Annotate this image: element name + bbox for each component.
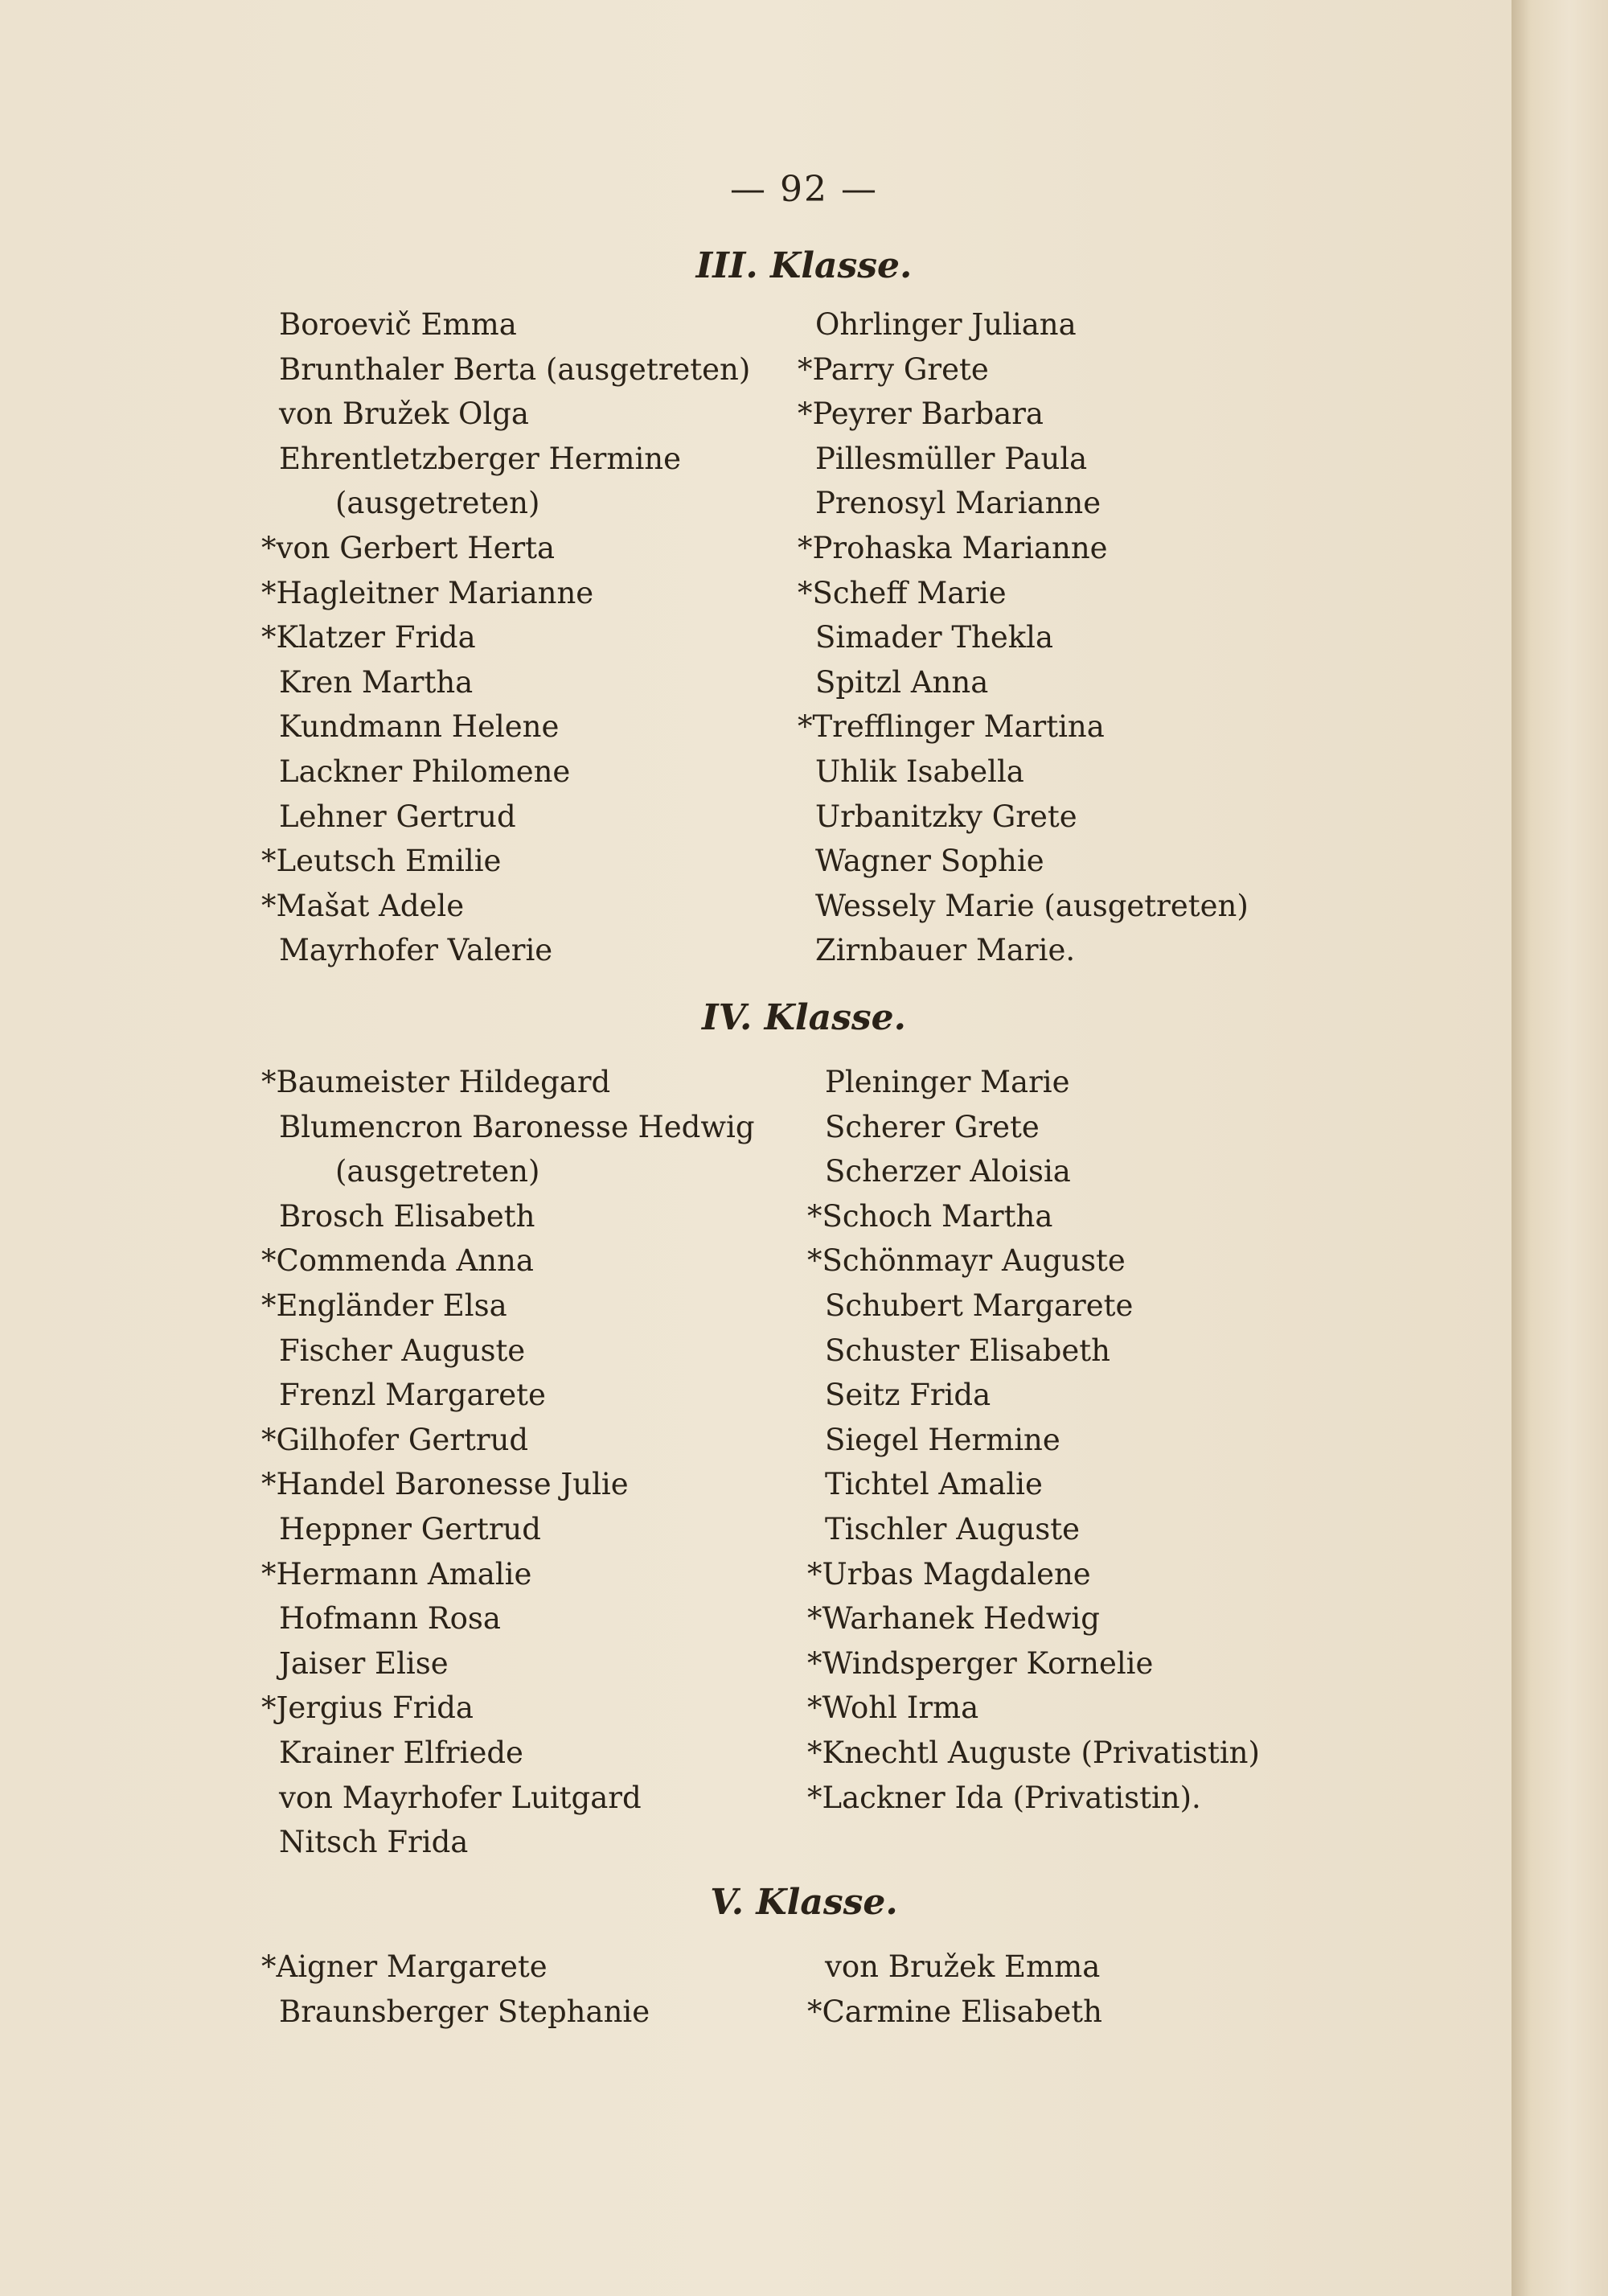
list-item: *Peyrer Barbara [798,396,1044,432]
list-item: *von Gerbert Herta [261,530,556,565]
list-item: Uhlik Isabella [815,754,1024,789]
list-item: von Bružek Emma [825,1949,1101,1984]
class-iv-right-column [807,1060,1260,1820]
list-item: *Jergius Frida [261,1690,474,1726]
list-item: Hofmann Rosa [279,1601,501,1637]
list-item: Schubert Margarete [825,1288,1134,1323]
list-item: Scherzer Aloisia [825,1154,1071,1189]
list-item: *Lackner Ida (Privatistin). [807,1780,1201,1815]
list-item: *Baumeister Hildegard [261,1065,611,1099]
list-item: *Handel Baronesse Julie [261,1467,629,1502]
class-iv-left-column [261,1060,755,1865]
list-item: Tichtel Amalie [825,1467,1043,1502]
list-item: Lehner Gertrud [279,799,516,834]
list-item: *Leutsch Emilie [261,844,502,879]
list-item: *Parry Grete [798,351,989,387]
list-item: *Warhanek Hedwig [807,1601,1100,1637]
list-item: *Hermann Amalie [261,1556,532,1592]
list-item: (ausgetreten) [335,1154,540,1189]
section-heading-iii: III. Klasse. [695,245,913,286]
class-iii-left-column [261,302,750,973]
list-item: *Gilhofer Gertrud [261,1422,529,1457]
list-item: *Prohaska Marianne [798,530,1108,565]
list-item: Ehrentletzberger Hermine [279,441,682,476]
list-item: Schuster Elisabeth [825,1333,1110,1368]
list-item: *Scheff Marie [798,575,1007,610]
list-item: *Windsperger Kornelie [807,1645,1154,1681]
list-item: *Trefflinger Martina [798,709,1105,745]
list-item: *Schoch Martha [807,1198,1053,1234]
list-item: von Mayrhofer Luitgard [279,1780,642,1815]
list-item: Braunsberger Stephanie [279,1994,650,2029]
list-item: *Urbas Magdalene [807,1556,1091,1592]
section-heading-v: V. Klasse. [710,1882,898,1923]
list-item: Kren Martha [279,664,474,700]
list-item: *Schönmayr Auguste [807,1243,1126,1279]
list-item: von Bružek Olga [279,396,529,432]
list-item: Prenosyl Marianne [815,486,1101,521]
list-item: Kundmann Helene [279,709,560,745]
list-item: Fischer Auguste [279,1333,526,1368]
list-item: Krainer Elfriede [279,1735,523,1770]
class-v-left-column [261,1945,650,2034]
list-item: *Aigner Margarete [261,1949,548,1984]
list-item: *Commenda Anna [261,1243,534,1279]
list-item: Lackner Philomene [279,754,571,789]
list-item: Spitzl Anna [815,664,989,700]
page-gutter [1512,0,1608,2296]
list-item: Siegel Hermine [825,1422,1060,1457]
section-heading-iv: IV. Klasse. [702,997,906,1038]
list-item: Seitz Frida [825,1378,991,1413]
class-iii-right-column [798,302,1249,973]
list-item: Heppner Gertrud [279,1511,541,1546]
list-item: Mayrhofer Valerie [279,933,553,968]
page-number: — 92 — [730,169,878,210]
list-item: *Mašat Adele [261,888,465,923]
list-item: Nitsch Frida [279,1825,469,1860]
list-item: *Knechtl Auguste (Privatistin) [807,1735,1260,1770]
list-item: Boroevič Emma [279,307,517,342]
list-item: *Engländer Elsa [261,1288,507,1323]
list-item: Jaiser Elise [279,1645,449,1681]
list-item: Pleninger Marie [825,1065,1070,1099]
list-item: *Klatzer Frida [261,620,476,655]
list-item: Blumencron Baronesse Hedwig [279,1109,755,1144]
list-item: *Carmine Elisabeth [807,1994,1102,2029]
list-item: Ohrlinger Juliana [815,307,1077,342]
list-item: Wagner Sophie [815,844,1044,879]
list-item: Urbanitzky Grete [815,799,1077,834]
list-item: (ausgetreten) [335,486,540,521]
list-item: *Wohl Irma [807,1690,979,1726]
list-item: *Hagleitner Marianne [261,575,594,610]
list-item: Simader Thekla [815,620,1054,655]
list-item: Zirnbauer Marie. [815,933,1076,968]
list-item: Frenzl Margarete [279,1378,546,1413]
list-item: Pillesmüller Paula [815,441,1088,476]
list-item: Brunthaler Berta (ausgetreten) [279,351,751,387]
list-item: Tischler Auguste [825,1511,1081,1546]
list-item: Brosch Elisabeth [279,1198,535,1234]
list-item: Wessely Marie (ausgetreten) [815,888,1249,923]
list-item: Scherer Grete [825,1109,1040,1144]
class-v-right-column [807,1945,1102,2034]
